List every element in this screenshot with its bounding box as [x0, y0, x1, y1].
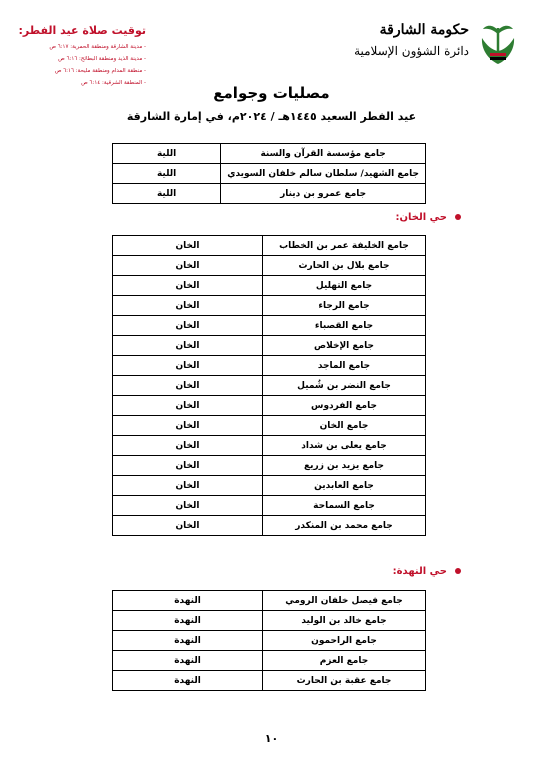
table-row	[113, 164, 426, 184]
mosque-area: الخان	[113, 496, 263, 516]
mosque-area: الخان	[113, 316, 263, 336]
department-name: دائرة الشؤون الإسلامية	[354, 44, 469, 58]
mosque-area: النهدة	[113, 611, 263, 631]
timing-item: - منطقة المدام ومنطقة مليحة: ٦:١٦ ص	[54, 68, 146, 74]
table-row	[113, 396, 426, 416]
table-row	[113, 631, 426, 651]
mosque-name: جامع النضر بن شُميل	[263, 376, 426, 396]
table-row	[113, 671, 426, 691]
mosque-area: الخان	[113, 236, 263, 256]
mosque-area: اللية	[113, 164, 221, 184]
mosque-name: جامع عمرو بن دينار	[221, 184, 426, 204]
mosque-name: جامع الشهيد/ سلطان سالم خلفان السويدي	[221, 164, 426, 184]
mosque-area: النهدة	[113, 671, 263, 691]
mosque-area: الخان	[113, 296, 263, 316]
table-row	[113, 236, 426, 256]
mosque-name: جامع خالد بن الوليد	[263, 611, 426, 631]
page-number: ١٠	[264, 732, 279, 745]
mosque-name: جامع السماحة	[263, 496, 426, 516]
eid-prayer-timing	[16, 24, 146, 89]
mosque-area: اللية	[113, 144, 221, 164]
mosque-area: اللية	[113, 184, 221, 204]
mosque-area: الخان	[113, 516, 263, 536]
mosque-area: الخان	[113, 376, 263, 396]
page-subtitle: عيد الفطر السعيد ١٤٤٥هـ / ٢٠٢٤م، في إمارة الشارقة	[126, 110, 417, 123]
timing-item: - مدينة الشارقة ومنطقة الحمرية: ٦:١٧ ص	[49, 44, 146, 50]
table-row	[113, 184, 426, 204]
mosque-table-nahda	[112, 590, 426, 691]
mosque-area: الخان	[113, 336, 263, 356]
government-name: حكومة الشارقة	[379, 22, 469, 38]
table-row	[113, 436, 426, 456]
mosque-area: الخان	[113, 436, 263, 456]
mosque-name: جامع فيصل خلفان الرومي	[263, 591, 426, 611]
table-row	[113, 591, 426, 611]
mosque-name: جامع عقبة بن الحارث	[263, 671, 426, 691]
header-logo	[321, 20, 521, 70]
sharjah-emblem-icon	[475, 20, 521, 68]
mosque-name: جامع التهليل	[263, 276, 426, 296]
mosque-name: جامع الخان	[263, 416, 426, 436]
table-row	[113, 611, 426, 631]
mosque-name: جامع الرجاء	[263, 296, 426, 316]
mosque-table-khan	[112, 235, 426, 536]
section-heading-nahda	[393, 566, 461, 577]
section-heading-label: حي النهدة:	[392, 566, 447, 577]
timing-list	[16, 41, 146, 89]
mosque-name: جامع الراحمون	[263, 631, 426, 651]
table-row	[113, 456, 426, 476]
table-row	[113, 476, 426, 496]
mosque-name: جامع يزيد بن زريع	[263, 456, 426, 476]
mosque-area: الخان	[113, 256, 263, 276]
mosque-area: الخان	[113, 276, 263, 296]
bullet-icon	[455, 568, 461, 574]
mosque-name: جامع القصباء	[263, 316, 426, 336]
section-heading-khan	[396, 212, 461, 223]
mosque-name: جامع العزم	[263, 651, 426, 671]
table-row	[113, 336, 426, 356]
mosque-name: جامع الماجد	[263, 356, 426, 376]
table-row	[113, 516, 426, 536]
table-row	[113, 356, 426, 376]
table-row	[113, 276, 426, 296]
mosque-name: جامع محمد بن المنكدر	[263, 516, 426, 536]
table-row	[113, 144, 426, 164]
timing-item: - مدينة الذيد ومنطقة البطائح: ٦:١٦ ص	[58, 56, 146, 62]
mosque-name: جامع العابدين	[263, 476, 426, 496]
mosque-area: النهدة	[113, 631, 263, 651]
table-row	[113, 416, 426, 436]
mosque-area: الخان	[113, 456, 263, 476]
mosque-name: جامع الفردوس	[263, 396, 426, 416]
mosque-name: جامع الخليفة عمر بن الخطاب	[263, 236, 426, 256]
mosque-area: الخان	[113, 396, 263, 416]
table-row	[113, 496, 426, 516]
mosque-area: الخان	[113, 416, 263, 436]
mosque-name: جامع بلال بن الحارث	[263, 256, 426, 276]
mosque-area: النهدة	[113, 591, 263, 611]
mosque-area: الخان	[113, 356, 263, 376]
bullet-icon	[455, 214, 461, 220]
page-title: مصليات وجوامع	[213, 84, 330, 102]
timing-title: توقيت صلاة عيد الفطر:	[18, 24, 146, 37]
table-row	[113, 316, 426, 336]
timing-item: - المنطقة الشرقية: ٦:١٤ ص	[81, 80, 146, 86]
table-row	[113, 296, 426, 316]
table-row	[113, 651, 426, 671]
mosque-area: النهدة	[113, 651, 263, 671]
mosque-name: جامع مؤسسة القرآن والسنة	[221, 144, 426, 164]
table-row	[113, 256, 426, 276]
mosque-table-layyah	[112, 143, 426, 204]
mosque-name: جامع يعلى بن شداد	[263, 436, 426, 456]
section-heading-label: حي الخان:	[395, 212, 447, 223]
mosque-name: جامع الإخلاص	[263, 336, 426, 356]
mosque-area: الخان	[113, 476, 263, 496]
table-row	[113, 376, 426, 396]
